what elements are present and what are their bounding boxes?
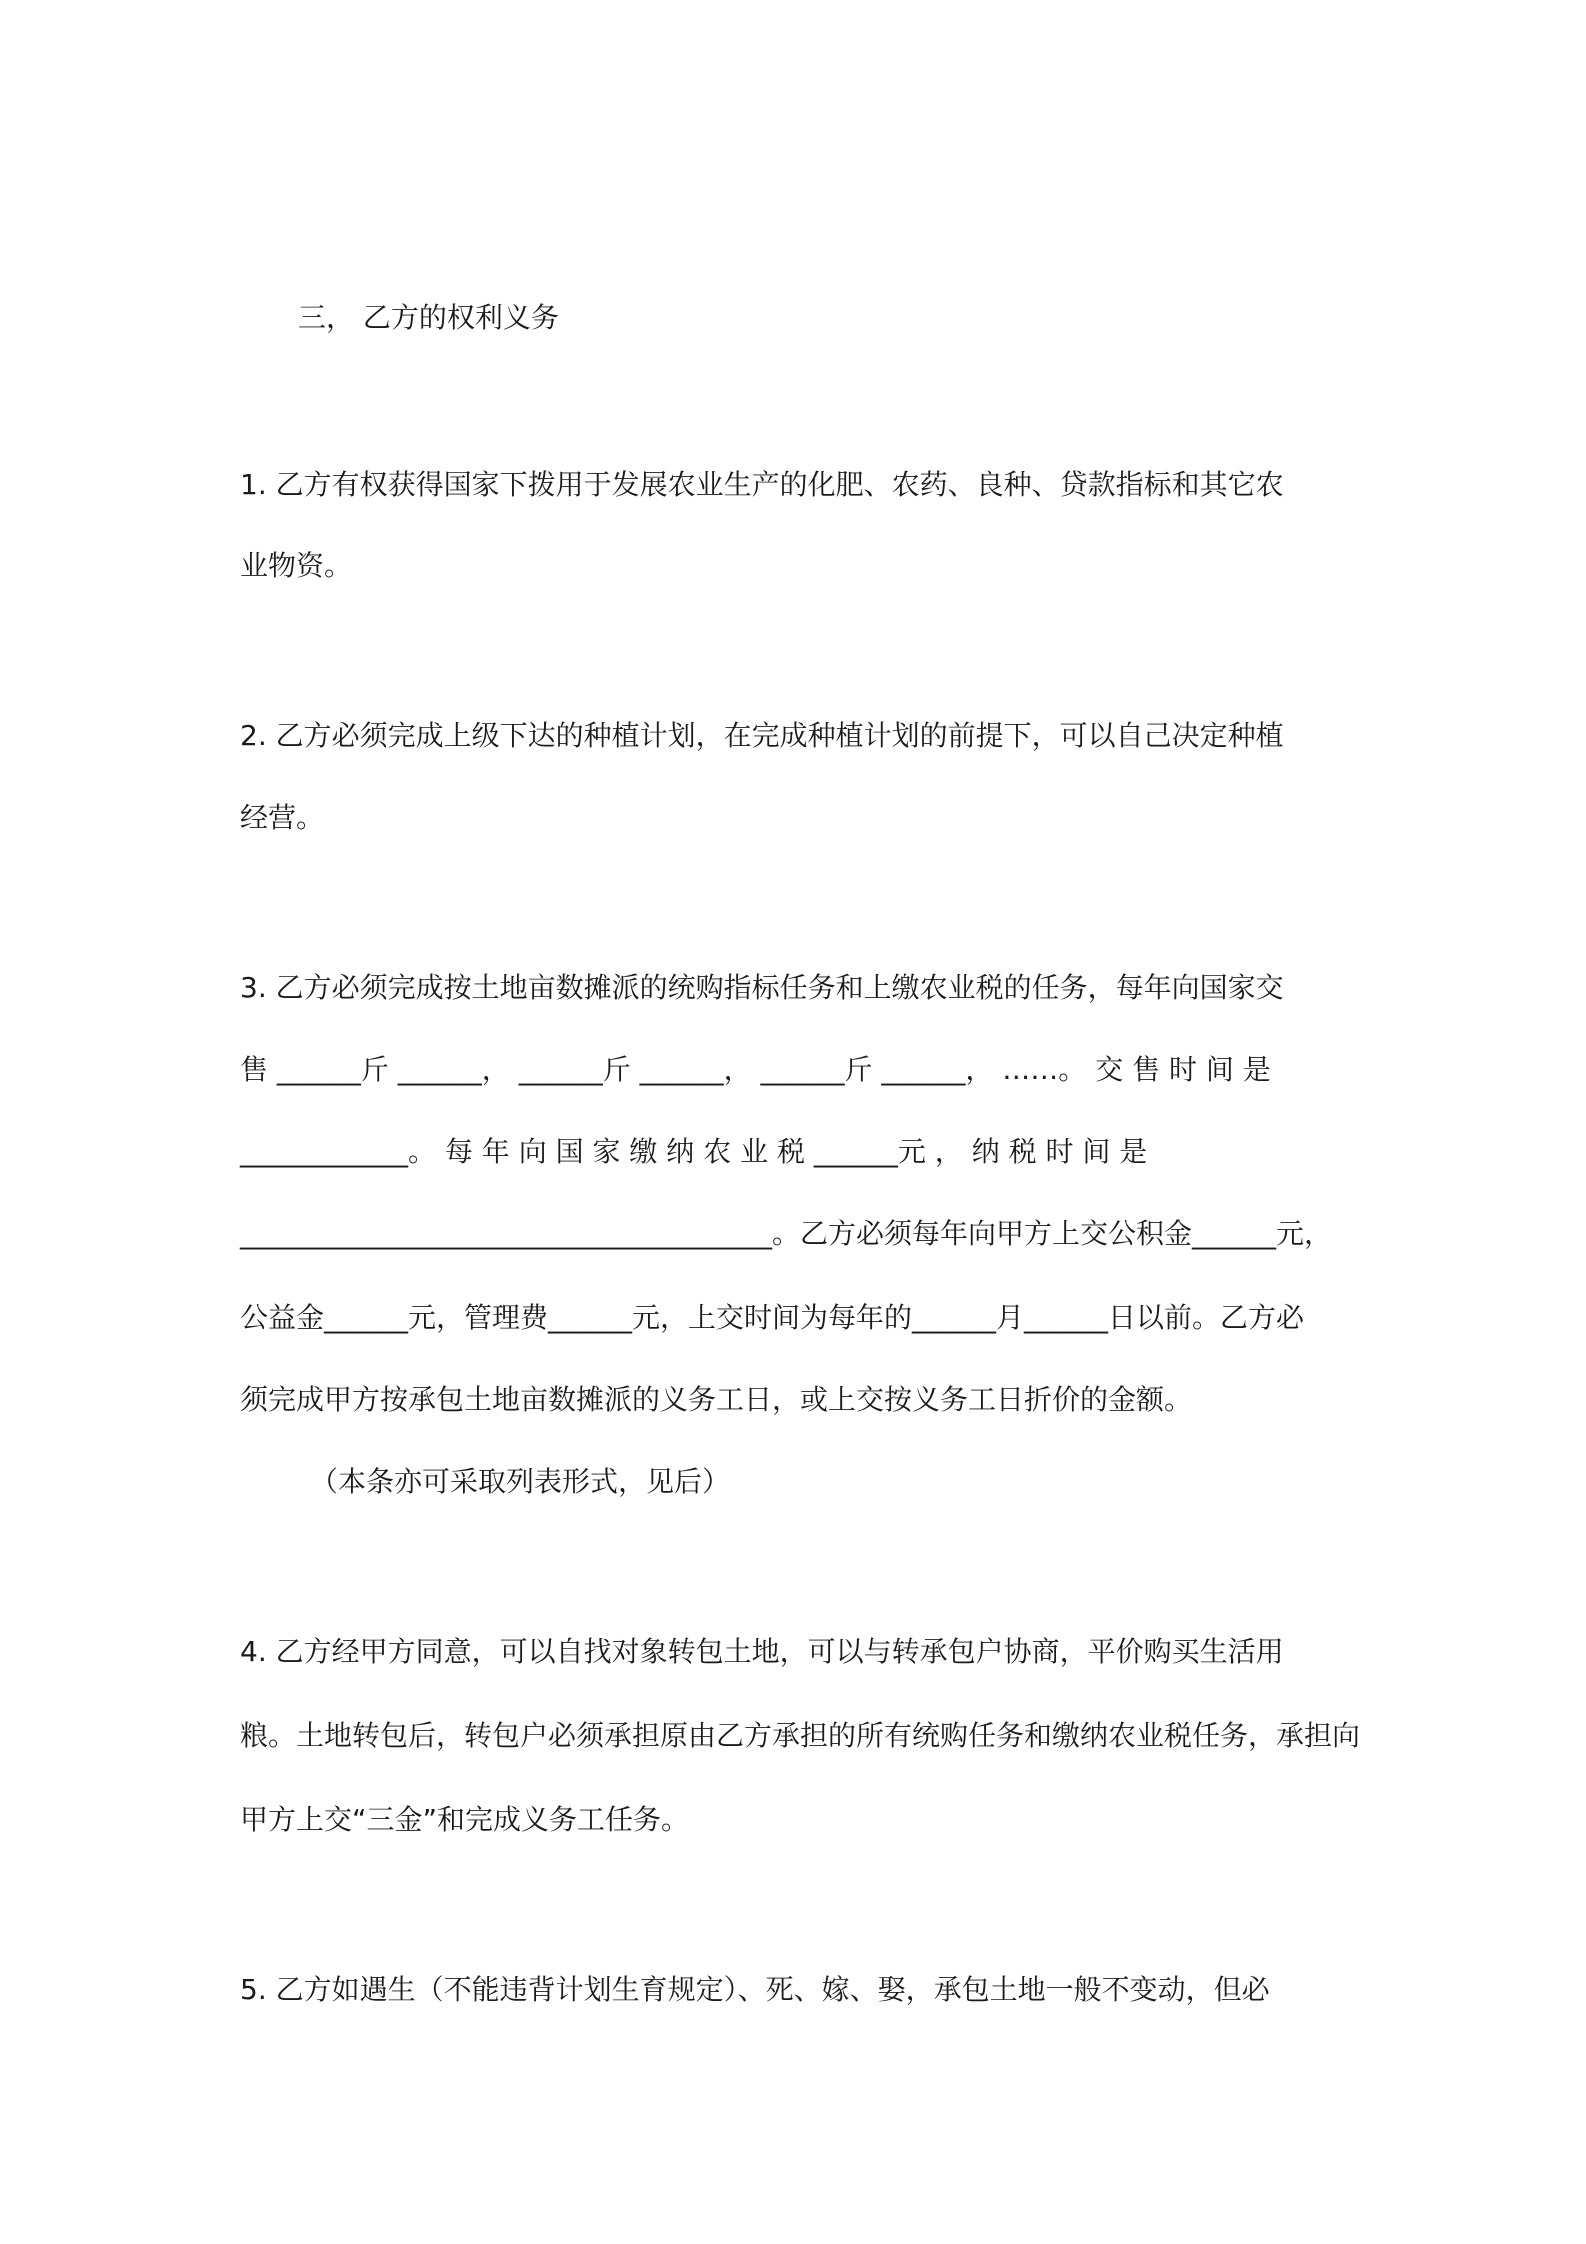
item-3-line-4: ______________________________________。乙方必须每年向甲方上交公积金______元，: [240, 1217, 1333, 1250]
item-3-note: （本条亦可采取列表形式，见后）: [310, 1465, 731, 1498]
item-4-line-2: 粮。土地转包后，转包户必须承担原由乙方承担的所有统购任务和缴纳农业税任务，承担向: [240, 1719, 1361, 1752]
item-3-line-5: 公益金______元，管理费______元，上交时间为每年的______月______日以前。乙方必: [240, 1301, 1305, 1334]
item-4-line-3: 甲方上交“三金”和完成义务工任务。: [240, 1803, 690, 1836]
item-3-line-3: ____________。 每 年 向 国 家 缴 纳 农 业 税 ______元 ， 纳 税 时 间 是: [240, 1135, 1148, 1168]
item-2-line-2: 经营。: [240, 801, 325, 834]
item-3-line-1: 3. 乙方必须完成按土地亩数摊派的统购指标任务和上缴农业税的任务，每年向国家交: [240, 971, 1284, 1004]
item-3-line-2: 售 ______斤 ______， ______斤 ______， ______斤 ______， ……。 交 售 时 间 是: [240, 1053, 1271, 1086]
item-5-line-1: 5. 乙方如遇生（不能违背计划生育规定）、死、嫁、娶，承包土地一般不变动，但必: [240, 1973, 1270, 2006]
item-1-line-1: 1. 乙方有权获得国家下拨用于发展农业生产的化肥、农药、良种、贷款指标和其它农: [240, 468, 1284, 501]
item-2-line-1: 2. 乙方必须完成上级下达的种植计划，在完成种植计划的前提下，可以自己决定种植: [240, 719, 1284, 752]
section-heading: 三， 乙方的权利义务: [298, 301, 559, 334]
item-1-line-2: 业物资。: [240, 549, 353, 582]
item-4-line-1: 4. 乙方经甲方同意，可以自找对象转包土地，可以与转承包户协商，平价购买生活用: [240, 1635, 1284, 1668]
item-3-line-6: 须完成甲方按承包土地亩数摊派的义务工日，或上交按义务工日折价的金额。: [240, 1383, 1193, 1416]
